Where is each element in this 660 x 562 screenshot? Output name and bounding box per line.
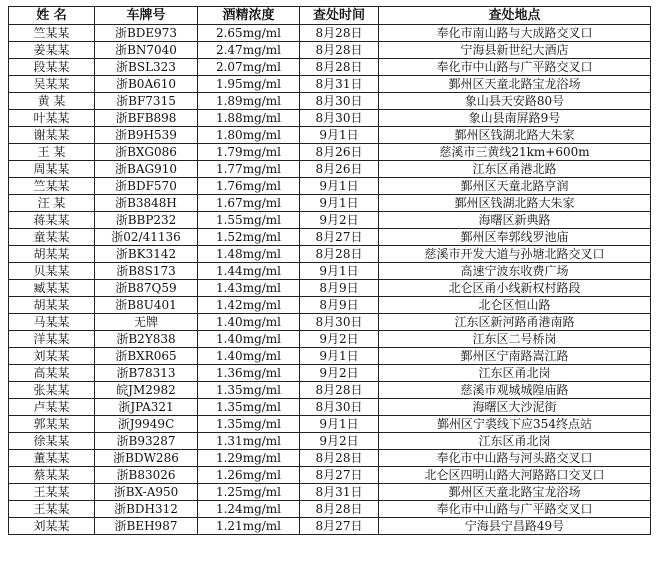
cell-alcohol-level: 1.40mg/ml bbox=[198, 331, 300, 348]
cell-alcohol-level: 1.89mg/ml bbox=[198, 93, 300, 110]
cell-plate: 浙BDE973 bbox=[95, 25, 198, 42]
table-row bbox=[9, 331, 651, 348]
cell-name: 姜某某 bbox=[9, 42, 95, 59]
cell-name: 张某某 bbox=[9, 382, 95, 399]
cell-name: 蒋某某 bbox=[9, 212, 95, 229]
cell-name: 王某某 bbox=[9, 484, 95, 501]
cell-date: 8月31日 bbox=[300, 484, 379, 501]
cell-date: 8月28日 bbox=[300, 450, 379, 467]
cell-plate: 浙BSL323 bbox=[95, 59, 198, 76]
header-date: 查处时间 bbox=[300, 7, 379, 25]
cell-alcohol-level: 2.65mg/ml bbox=[198, 25, 300, 42]
cell-date: 8月30日 bbox=[300, 399, 379, 416]
table-row bbox=[9, 229, 651, 246]
cell-alcohol-level: 1.36mg/ml bbox=[198, 365, 300, 382]
cell-name: 黄 某 bbox=[9, 93, 95, 110]
table-row bbox=[9, 263, 651, 280]
cell-location: 鄞州区钱湖北路大朱家 bbox=[379, 127, 651, 144]
cell-plate: 无牌 bbox=[95, 314, 198, 331]
cell-plate: 浙B0A610 bbox=[95, 76, 198, 93]
table-row bbox=[9, 161, 651, 178]
table-row bbox=[9, 144, 651, 161]
cell-date: 8月30日 bbox=[300, 314, 379, 331]
cell-name: 郭某某 bbox=[9, 416, 95, 433]
cell-plate: 浙BXG086 bbox=[95, 144, 198, 161]
cell-plate: 浙BFB898 bbox=[95, 110, 198, 127]
cell-name: 臧某某 bbox=[9, 280, 95, 297]
cell-date: 9月2日 bbox=[300, 212, 379, 229]
cell-alcohol-level: 1.35mg/ml bbox=[198, 399, 300, 416]
table-row bbox=[9, 195, 651, 212]
cell-location: 鄞州区宁裘线下应354终点站 bbox=[379, 416, 651, 433]
cell-name: 周某某 bbox=[9, 161, 95, 178]
table-row bbox=[9, 433, 651, 450]
cell-name: 洋某某 bbox=[9, 331, 95, 348]
table-row bbox=[9, 59, 651, 76]
cell-location: 宁海县新世纪大酒店 bbox=[379, 42, 651, 59]
cell-plate: 浙BDW286 bbox=[95, 450, 198, 467]
cell-alcohol-level: 1.48mg/ml bbox=[198, 246, 300, 263]
cell-date: 9月1日 bbox=[300, 348, 379, 365]
cell-date: 9月2日 bbox=[300, 365, 379, 382]
cell-date: 9月2日 bbox=[300, 331, 379, 348]
header-alcohol-level: 酒精浓度 bbox=[198, 7, 300, 25]
drunk-driving-records-table bbox=[8, 6, 651, 535]
cell-date: 8月27日 bbox=[300, 518, 379, 535]
cell-plate: 浙B8S173 bbox=[95, 263, 198, 280]
cell-name: 童某某 bbox=[9, 229, 95, 246]
table-row bbox=[9, 518, 651, 535]
cell-alcohol-level: 1.35mg/ml bbox=[198, 416, 300, 433]
cell-name: 刘某某 bbox=[9, 518, 95, 535]
table-row bbox=[9, 382, 651, 399]
cell-location: 奉化市南山路与大成路交叉口 bbox=[379, 25, 651, 42]
cell-name: 高某某 bbox=[9, 365, 95, 382]
cell-date: 8月26日 bbox=[300, 144, 379, 161]
cell-location: 江东区甬北岗 bbox=[379, 433, 651, 450]
cell-date: 8月27日 bbox=[300, 229, 379, 246]
cell-location: 慈溪市三黄线21km+600m bbox=[379, 144, 651, 161]
cell-plate: 浙BAG910 bbox=[95, 161, 198, 178]
cell-name: 谢某某 bbox=[9, 127, 95, 144]
cell-alcohol-level: 1.88mg/ml bbox=[198, 110, 300, 127]
table-row bbox=[9, 399, 651, 416]
cell-name: 马某某 bbox=[9, 314, 95, 331]
cell-plate: 浙J9949C bbox=[95, 416, 198, 433]
cell-date: 8月27日 bbox=[300, 467, 379, 484]
table-row bbox=[9, 93, 651, 110]
cell-location: 江东区新河路甬港南路 bbox=[379, 314, 651, 331]
cell-name: 吴某某 bbox=[9, 76, 95, 93]
cell-name: 刘某某 bbox=[9, 348, 95, 365]
cell-location: 北仑区恒山路 bbox=[379, 297, 651, 314]
cell-plate: 浙B9H539 bbox=[95, 127, 198, 144]
cell-name: 王某某 bbox=[9, 501, 95, 518]
cell-location: 鄞州区奉郭线罗池庙 bbox=[379, 229, 651, 246]
cell-location: 鄞州区天童北路宝龙浴场 bbox=[379, 484, 651, 501]
cell-location: 象山县南屏路9号 bbox=[379, 110, 651, 127]
cell-location: 慈溪市开发大道与孙塘北路交叉口 bbox=[379, 246, 651, 263]
cell-location: 鄞州区钱湖北路大朱家 bbox=[379, 195, 651, 212]
cell-alcohol-level: 1.80mg/ml bbox=[198, 127, 300, 144]
cell-location: 北仑区甬小线新权村路段 bbox=[379, 280, 651, 297]
cell-plate: 浙BEH987 bbox=[95, 518, 198, 535]
cell-name: 徐某某 bbox=[9, 433, 95, 450]
table-row bbox=[9, 76, 651, 93]
cell-alcohol-level: 1.67mg/ml bbox=[198, 195, 300, 212]
cell-plate: 浙BXR065 bbox=[95, 348, 198, 365]
table-row bbox=[9, 467, 651, 484]
table-row bbox=[9, 314, 651, 331]
cell-plate: 浙B87Q59 bbox=[95, 280, 198, 297]
cell-alcohol-level: 1.40mg/ml bbox=[198, 314, 300, 331]
cell-plate: 浙BX-A950 bbox=[95, 484, 198, 501]
cell-name: 贝某某 bbox=[9, 263, 95, 280]
cell-location: 江东区甬北岗 bbox=[379, 365, 651, 382]
cell-location: 象山县天安路80号 bbox=[379, 93, 651, 110]
cell-alcohol-level: 2.47mg/ml bbox=[198, 42, 300, 59]
table-body bbox=[9, 25, 651, 535]
cell-alcohol-level: 1.35mg/ml bbox=[198, 382, 300, 399]
table-row bbox=[9, 110, 651, 127]
table-row bbox=[9, 450, 651, 467]
cell-date: 8月26日 bbox=[300, 161, 379, 178]
cell-date: 8月9日 bbox=[300, 280, 379, 297]
cell-location: 慈溪市观城城隍庙路 bbox=[379, 382, 651, 399]
cell-plate: 皖JM2982 bbox=[95, 382, 198, 399]
cell-plate: 浙BK3142 bbox=[95, 246, 198, 263]
cell-date: 9月2日 bbox=[300, 433, 379, 450]
cell-plate: 浙BN7040 bbox=[95, 42, 198, 59]
cell-plate: 浙JPA321 bbox=[95, 399, 198, 416]
cell-plate: 浙02/41136 bbox=[95, 229, 198, 246]
table-row bbox=[9, 280, 651, 297]
cell-location: 江东区甬港北路 bbox=[379, 161, 651, 178]
table-row bbox=[9, 25, 651, 42]
cell-date: 8月28日 bbox=[300, 382, 379, 399]
cell-location: 北仑区四明山路大河路路口交叉口 bbox=[379, 467, 651, 484]
cell-name: 董某某 bbox=[9, 450, 95, 467]
cell-plate: 浙BBP232 bbox=[95, 212, 198, 229]
table-row bbox=[9, 365, 651, 382]
cell-date: 8月28日 bbox=[300, 25, 379, 42]
cell-plate: 浙B3848H bbox=[95, 195, 198, 212]
cell-name: 蔡某某 bbox=[9, 467, 95, 484]
cell-location: 奉化市中山路与河头路交叉口 bbox=[379, 450, 651, 467]
cell-name: 段某某 bbox=[9, 59, 95, 76]
cell-date: 9月1日 bbox=[300, 195, 379, 212]
cell-name: 卢某某 bbox=[9, 399, 95, 416]
table-row bbox=[9, 501, 651, 518]
cell-date: 9月1日 bbox=[300, 263, 379, 280]
cell-location: 奉化市中山路与广平路交叉口 bbox=[379, 501, 651, 518]
header-name: 姓 名 bbox=[9, 7, 95, 25]
cell-location: 江东区二号桥岗 bbox=[379, 331, 651, 348]
table-row bbox=[9, 178, 651, 195]
cell-location: 高速宁波东收费广场 bbox=[379, 263, 651, 280]
cell-alcohol-level: 1.55mg/ml bbox=[198, 212, 300, 229]
table-row bbox=[9, 416, 651, 433]
cell-plate: 浙B83026 bbox=[95, 467, 198, 484]
header-plate: 车牌号 bbox=[95, 7, 198, 25]
cell-name: 汪 某 bbox=[9, 195, 95, 212]
table-row bbox=[9, 484, 651, 501]
cell-location: 海曙区新典路 bbox=[379, 212, 651, 229]
cell-plate: 浙BF7315 bbox=[95, 93, 198, 110]
cell-date: 9月1日 bbox=[300, 178, 379, 195]
cell-date: 8月28日 bbox=[300, 59, 379, 76]
cell-alcohol-level: 1.42mg/ml bbox=[198, 297, 300, 314]
cell-plate: 浙B93287 bbox=[95, 433, 198, 450]
cell-date: 8月30日 bbox=[300, 93, 379, 110]
cell-alcohol-level: 1.52mg/ml bbox=[198, 229, 300, 246]
cell-alcohol-level: 1.79mg/ml bbox=[198, 144, 300, 161]
cell-name: 竺某某 bbox=[9, 178, 95, 195]
table-row bbox=[9, 297, 651, 314]
cell-location: 海曙区大沙泥街 bbox=[379, 399, 651, 416]
cell-date: 8月9日 bbox=[300, 297, 379, 314]
cell-plate: 浙BDH312 bbox=[95, 501, 198, 518]
cell-name: 胡某某 bbox=[9, 246, 95, 263]
cell-plate: 浙BDF570 bbox=[95, 178, 198, 195]
cell-alcohol-level: 1.76mg/ml bbox=[198, 178, 300, 195]
cell-name: 王 某 bbox=[9, 144, 95, 161]
cell-date: 8月28日 bbox=[300, 501, 379, 518]
cell-plate: 浙B2Y838 bbox=[95, 331, 198, 348]
table-row bbox=[9, 42, 651, 59]
cell-alcohol-level: 1.43mg/ml bbox=[198, 280, 300, 297]
cell-name: 胡某某 bbox=[9, 297, 95, 314]
cell-plate: 浙B8U401 bbox=[95, 297, 198, 314]
cell-location: 宁海县宁昌路49号 bbox=[379, 518, 651, 535]
cell-alcohol-level: 2.07mg/ml bbox=[198, 59, 300, 76]
cell-date: 9月1日 bbox=[300, 127, 379, 144]
cell-location: 鄞州区天童北路宝龙浴场 bbox=[379, 76, 651, 93]
cell-date: 8月31日 bbox=[300, 76, 379, 93]
cell-alcohol-level: 1.26mg/ml bbox=[198, 467, 300, 484]
cell-date: 9月1日 bbox=[300, 416, 379, 433]
cell-alcohol-level: 1.95mg/ml bbox=[198, 76, 300, 93]
cell-alcohol-level: 1.44mg/ml bbox=[198, 263, 300, 280]
cell-alcohol-level: 1.77mg/ml bbox=[198, 161, 300, 178]
cell-alcohol-level: 1.21mg/ml bbox=[198, 518, 300, 535]
table-row bbox=[9, 348, 651, 365]
cell-date: 8月28日 bbox=[300, 246, 379, 263]
cell-location: 鄞州区天童北路亨润 bbox=[379, 178, 651, 195]
cell-date: 8月30日 bbox=[300, 110, 379, 127]
cell-alcohol-level: 1.31mg/ml bbox=[198, 433, 300, 450]
cell-location: 鄞州区宁南路嵩江路 bbox=[379, 348, 651, 365]
cell-name: 叶某某 bbox=[9, 110, 95, 127]
cell-plate: 浙B78313 bbox=[95, 365, 198, 382]
table-header-row bbox=[9, 7, 651, 25]
cell-alcohol-level: 1.25mg/ml bbox=[198, 484, 300, 501]
table-row bbox=[9, 127, 651, 144]
cell-date: 8月28日 bbox=[300, 42, 379, 59]
header-location: 查处地点 bbox=[379, 7, 651, 25]
cell-alcohol-level: 1.40mg/ml bbox=[198, 348, 300, 365]
cell-name: 竺某某 bbox=[9, 25, 95, 42]
cell-alcohol-level: 1.24mg/ml bbox=[198, 501, 300, 518]
table-row bbox=[9, 212, 651, 229]
table-row bbox=[9, 246, 651, 263]
cell-location: 奉化市中山路与广平路交叉口 bbox=[379, 59, 651, 76]
cell-alcohol-level: 1.29mg/ml bbox=[198, 450, 300, 467]
